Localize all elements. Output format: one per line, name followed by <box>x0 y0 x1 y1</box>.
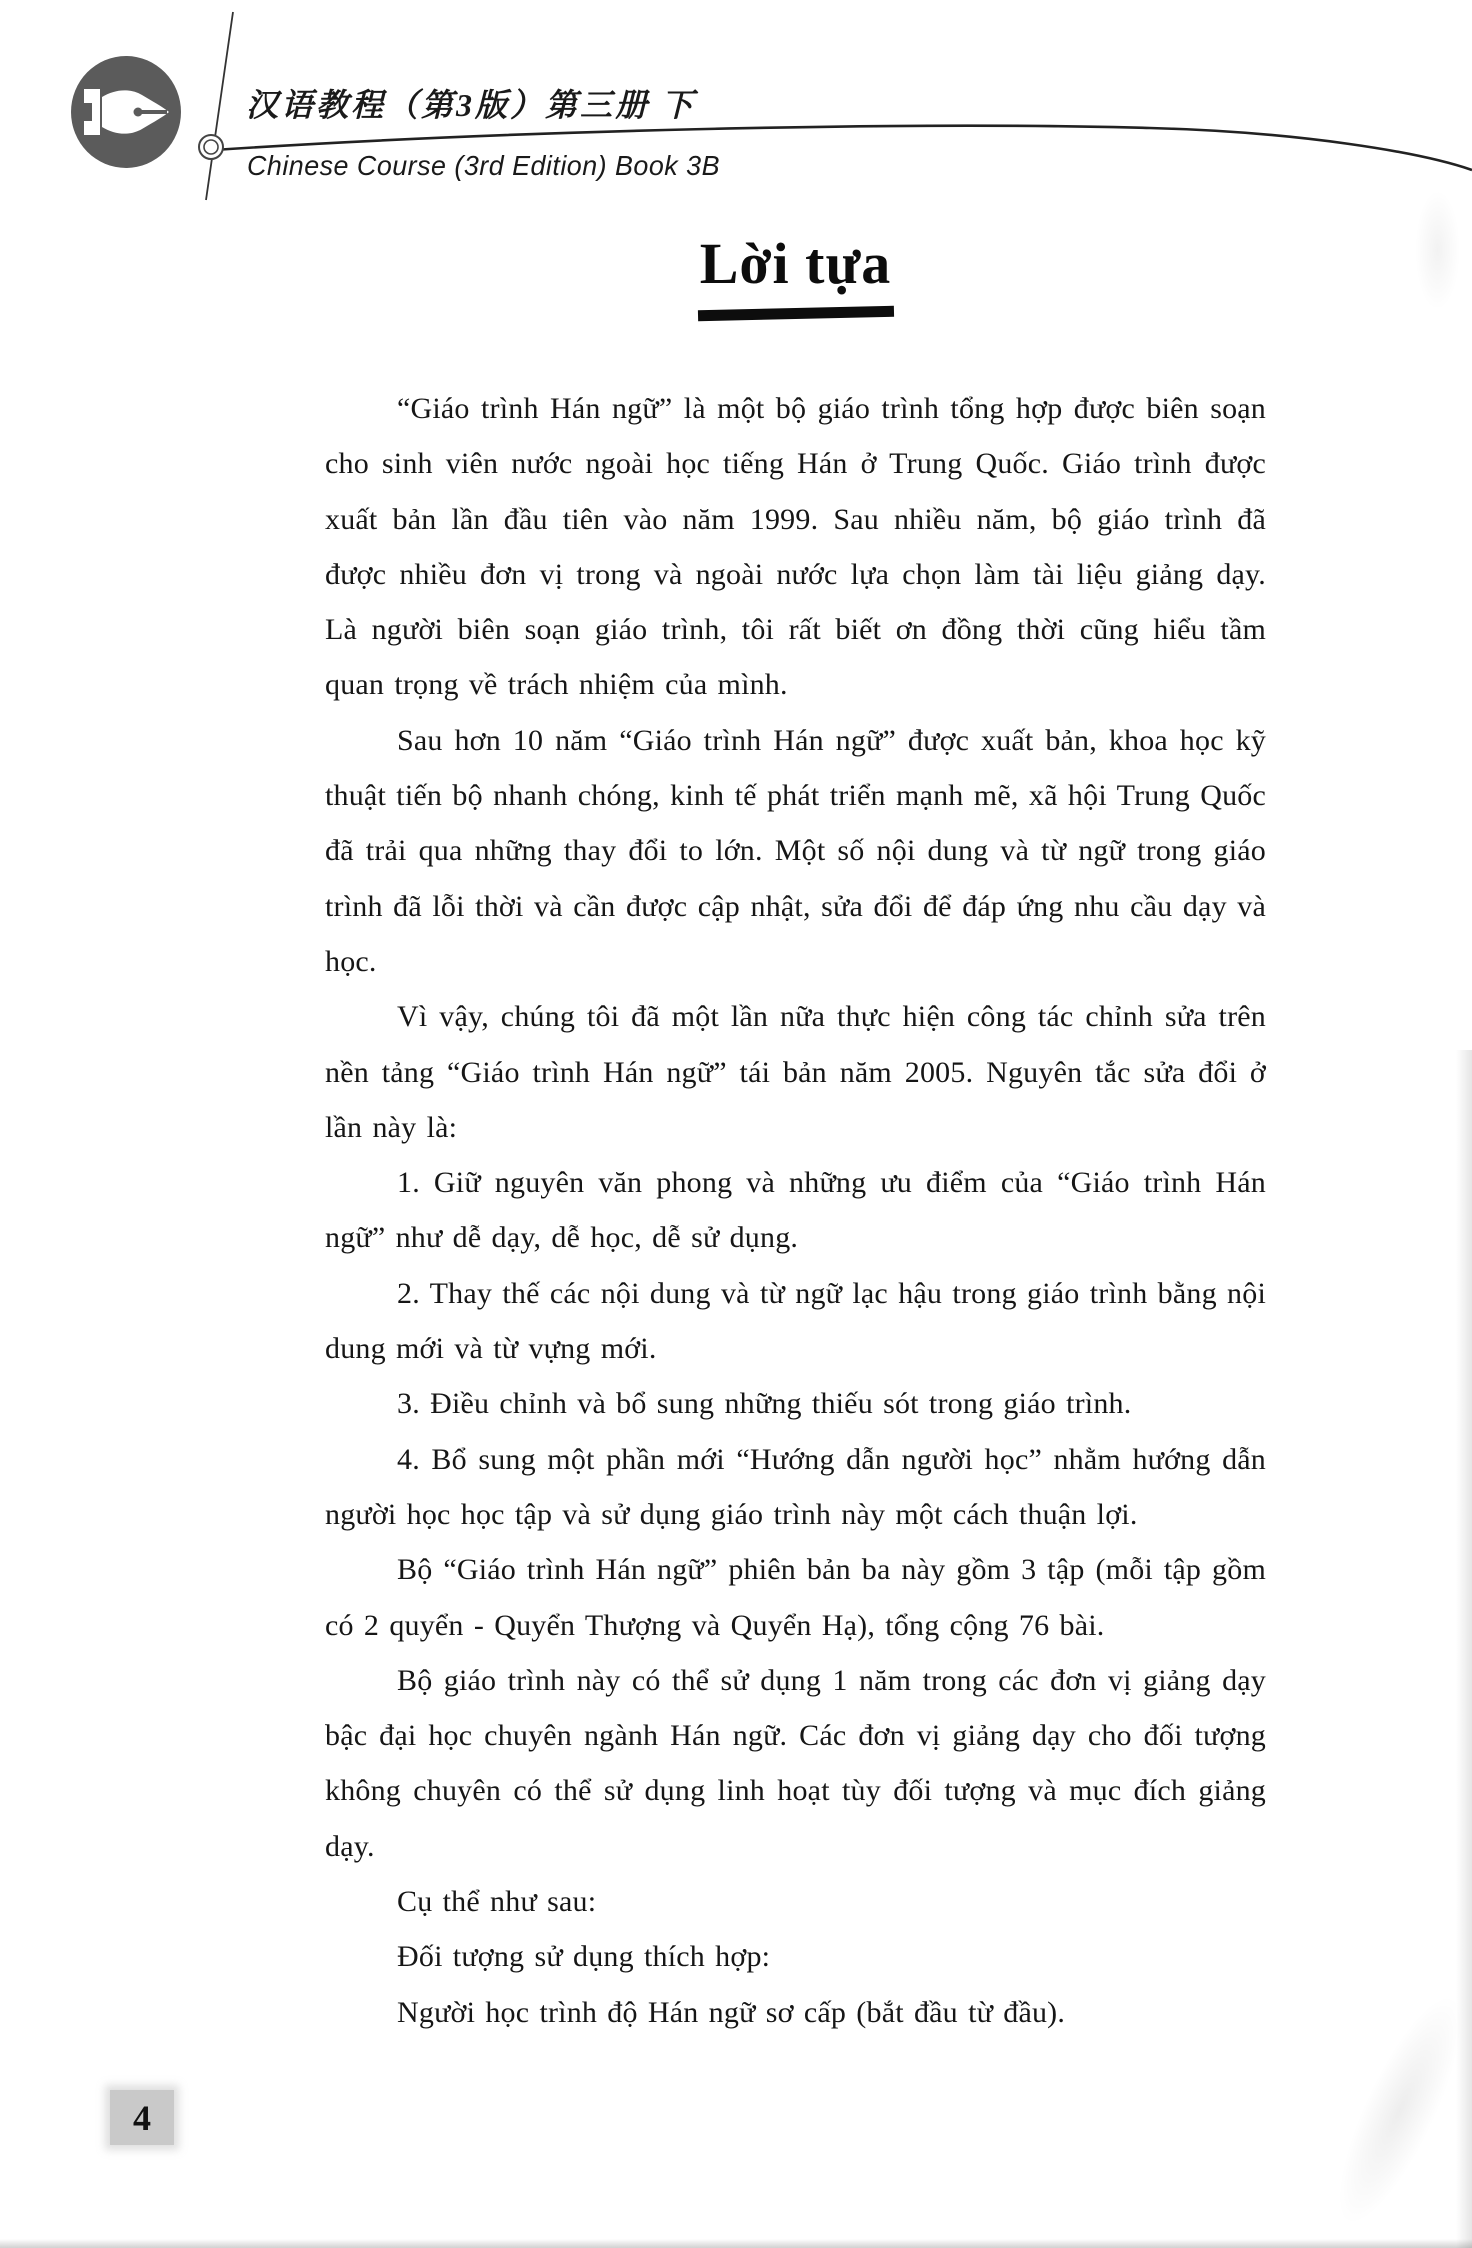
scan-edge-shadow <box>0 2239 1472 2248</box>
preface-paragraph: Sau hơn 10 năm “Giáo trình Hán ngữ” được xuất bản, khoa học kỹ thuật tiến bộ nhanh chóng, kinh tế phát triển mạnh mẽ, xã hội Trung Quốc đã trải qua những thay đổi to lớn. Một số nội dung và từ ngữ trong giáo trình đã lỗi thời và cần được cập nhật, sửa đổi để đáp ứng nhu cầu dạy và học. <box>325 723 1266 978</box>
page-number: 4 <box>110 2090 174 2145</box>
book-title-english: Chinese Course (3rd Edition) Book 3B <box>247 150 720 181</box>
scan-smudge <box>1315 1982 1472 2238</box>
preface-paragraph: 3. Điều chỉnh và bổ sung những thiếu sót trong giáo trình. <box>397 1387 1132 1421</box>
decorative-line <box>206 12 233 200</box>
book-title-chinese: 汉语教程（第3版）第三册 下 <box>246 87 697 123</box>
preface-paragraph: Cụ thể như sau: <box>397 1885 597 1919</box>
title-underline <box>697 306 893 321</box>
preface-paragraph: Bộ giáo trình này có thể sử dụng 1 năm trong các đơn vị giảng dạy bậc đại học chuyên ngành Hán ngữ. Các đơn vị giảng dạy cho đối tượng không chuyên có thể sử dụng linh hoạt tùy đối tượng và mục đích giảng dạy. <box>325 1663 1266 1863</box>
scan-edge-shadow <box>1456 1050 1472 2248</box>
header-decoration <box>0 0 1472 230</box>
preface-paragraph: Vì vậy, chúng tôi đã một lần nữa thực hiện công tác chỉnh sửa trên nền tảng “Giáo trình Hán ngữ” tái bản năm 2005. Nguyên tắc sửa đổi ở lần này là: <box>325 1000 1266 1144</box>
preface-paragraph: 2. Thay thế các nội dung và từ ngữ lạc hậu trong giáo trình bằng nội dung mới và từ vựng mới. <box>325 1276 1266 1366</box>
preface-body <box>325 381 1266 2040</box>
preface-paragraph: 1. Giữ nguyên văn phong và những ưu điểm của “Giáo trình Hán ngữ” như dễ dạy, dễ học, dễ sử dụng. <box>325 1166 1266 1255</box>
page-title: Lời tựa <box>699 231 892 296</box>
preface-paragraph: 4. Bổ sung một phần mới “Hướng dẫn người học” nhằm hướng dẫn người học học tập và sử dụng giáo trình này một cách thuận lợi. <box>325 1442 1266 1531</box>
scan-smudge <box>1415 190 1460 310</box>
preface-paragraph: Bộ “Giáo trình Hán ngữ” phiên bản ba này gồm 3 tập (mỗi tập gồm có 2 quyển - Quyển Thượng và Quyển Hạ), tổng cộng 76 bài. <box>325 1553 1266 1642</box>
publisher-logo <box>70 55 182 169</box>
page-heading-block <box>325 230 1266 319</box>
preface-paragraph: Người học trình độ Hán ngữ sơ cấp (bắt đầu từ đầu). <box>397 1995 1066 2029</box>
preface-paragraph: Đối tượng sử dụng thích hợp: <box>397 1940 771 1974</box>
preface-paragraph: “Giáo trình Hán ngữ” là một bộ giáo trình tổng hợp được biên soạn cho sinh viên nước ngoài học tiếng Hán ở Trung Quốc. Giáo trình được xuất bản lần đầu tiên vào năm 1999. Sau nhiều năm, bộ giáo trình đã được nhiều đơn vị trong và ngoài nước lựa chọn làm tài liệu giảng dạy. Là người biên soạn giáo trình, tôi rất biết ơn đồng thời cũng hiểu tầm quan trọng về trách nhiệm của mình. <box>325 392 1266 702</box>
